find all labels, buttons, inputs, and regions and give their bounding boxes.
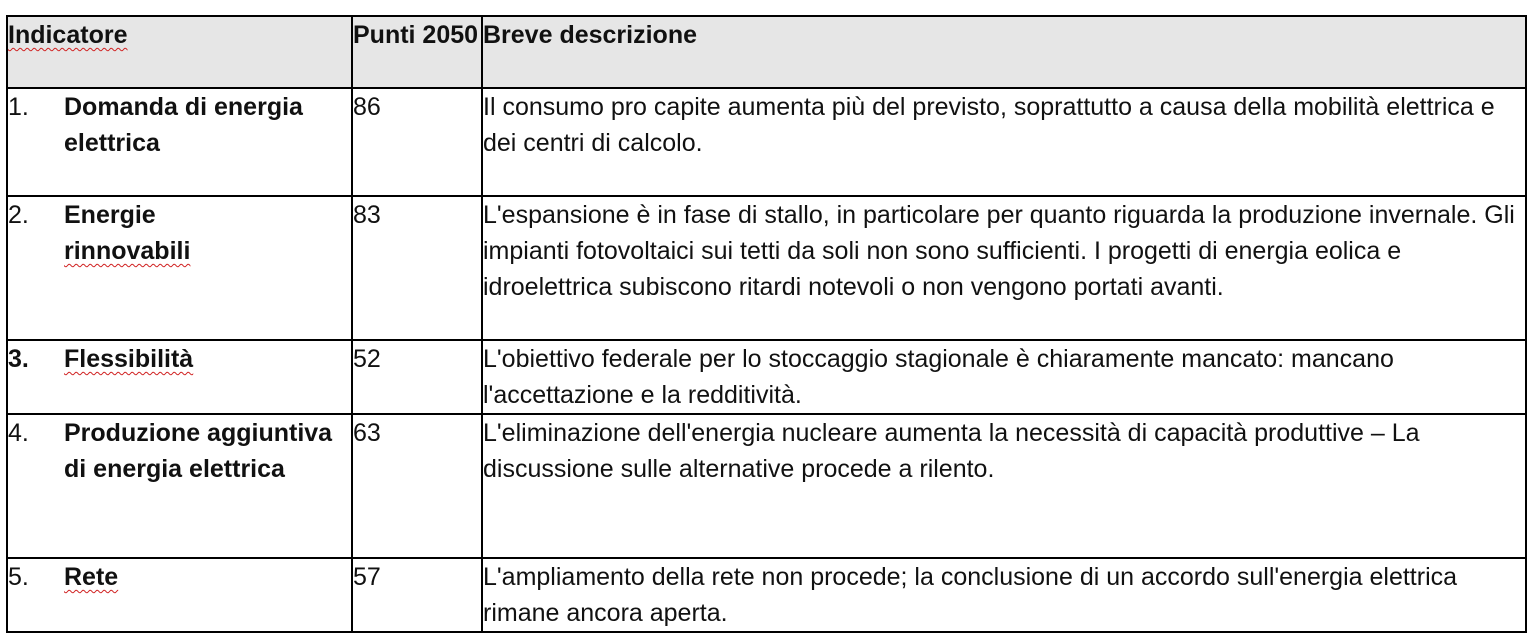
points-cell: 52 xyxy=(352,340,482,414)
indicator-number: 1. xyxy=(8,93,29,121)
table-row xyxy=(7,414,1526,558)
points-cell: 83 xyxy=(352,196,482,340)
indicator-label: Flessibilità xyxy=(64,345,194,373)
points-cell: 86 xyxy=(352,88,482,196)
points-cell: 57 xyxy=(352,558,482,632)
indicator-cell xyxy=(7,88,352,196)
indicator-number: 4. xyxy=(8,419,29,447)
indicator-cell xyxy=(7,558,352,632)
indicator-number: 3. xyxy=(8,345,29,373)
indicator-cell xyxy=(7,340,352,414)
header-points: Punti 2050 xyxy=(352,16,482,88)
indicator-label: Rete xyxy=(64,563,119,591)
description-cell: L'ampliamento della rete non procede; la conclusione di un accordo sull'energia elettrica rimane ancora aperta. xyxy=(482,558,1526,632)
indicator-cell xyxy=(7,196,352,340)
header-row xyxy=(7,16,1526,88)
indicator-label: Energie rinnovabili xyxy=(64,201,191,265)
indicator-label: Domanda di energia elettrica xyxy=(64,93,303,157)
table-row xyxy=(7,196,1526,340)
table-row xyxy=(7,88,1526,196)
header-indicator: Indicatore xyxy=(7,16,352,88)
points-cell: 63 xyxy=(352,414,482,558)
indicator-number: 5. xyxy=(8,563,29,591)
description-cell: L'espansione è in fase di stallo, in particolare per quanto riguarda la produzione invernale. Gli impianti fotovoltaici sui tetti da soli non sono sufficienti. I progetti di energia eolica e idroelettrica subiscono ritardi notevoli o non vengono portati avanti. xyxy=(482,196,1526,340)
description-cell: L'obiettivo federale per lo stoccaggio stagionale è chiaramente mancato: mancano l'accettazione e la redditività. xyxy=(482,340,1526,414)
table-row xyxy=(7,558,1526,632)
description-cell: L'eliminazione dell'energia nucleare aumenta la necessità di capacità produttive – La discussione sulle alternative procede a rilento. xyxy=(482,414,1526,558)
header-description: Breve descrizione xyxy=(482,16,1526,88)
indicator-table xyxy=(6,15,1527,633)
indicator-label: Produzione aggiuntiva di energia elettrica xyxy=(64,419,333,483)
table-row xyxy=(7,340,1526,414)
description-cell: Il consumo pro capite aumenta più del previsto, soprattutto a causa della mobilità elettrica e dei centri di calcolo. xyxy=(482,88,1526,196)
indicator-cell xyxy=(7,414,352,558)
indicator-number: 2. xyxy=(8,201,29,229)
